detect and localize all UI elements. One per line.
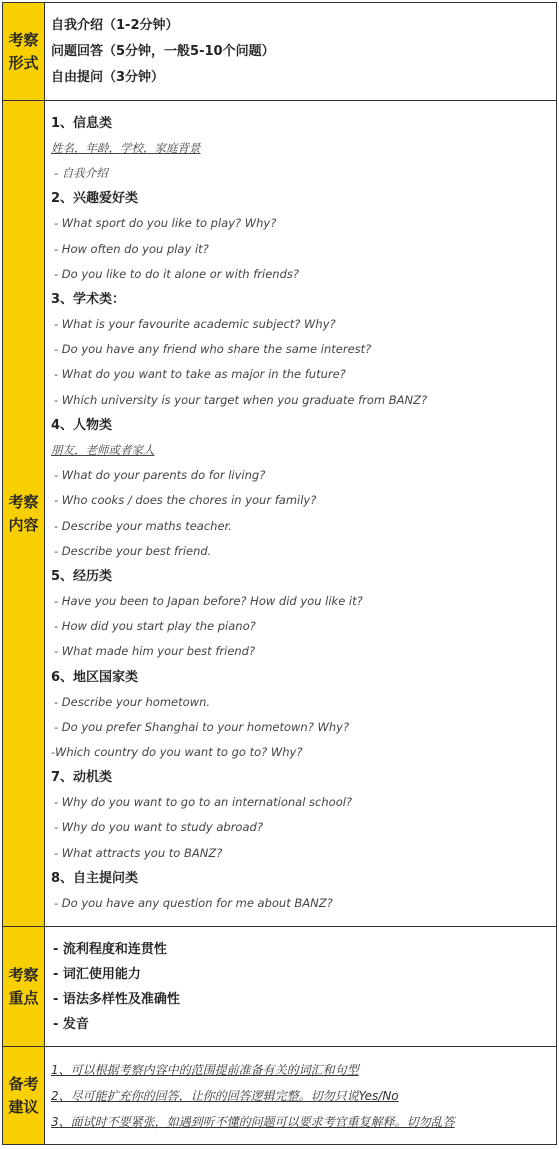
question: - What attracts you to BANZ? bbox=[54, 845, 223, 860]
question: - Do you have any friend who share the same interest? bbox=[54, 342, 372, 357]
question: - Who cooks / does the chores in your family? bbox=[54, 493, 317, 508]
question: - What made him your best friend? bbox=[54, 644, 256, 659]
question: - Do you like to do it alone or with friends? bbox=[54, 266, 299, 281]
section-title: 2、兴趣爱好类 bbox=[51, 191, 139, 207]
advice-item: 2、尽可能扩充你的回答，让你的回答逻辑完整。切勿只说Yes/No bbox=[51, 1088, 399, 1103]
question: - What do you want to take as major in the future? bbox=[54, 367, 346, 382]
question: - How did you start play the piano? bbox=[54, 619, 256, 634]
focus-header: 考察重点 bbox=[3, 927, 45, 1047]
question: - Why do you want to go to an international school? bbox=[54, 795, 353, 810]
section-subtitle: 朋友，老师或者家人 bbox=[51, 442, 155, 457]
focus-row bbox=[3, 927, 557, 1047]
section-title: 3、学术类： bbox=[51, 292, 126, 308]
advice-header: 备考建议 bbox=[3, 1047, 45, 1145]
format-item: 问题回答（5分钟，一般5-10个问题） bbox=[51, 43, 275, 59]
section-title: 5、经历类 bbox=[51, 568, 113, 584]
interview-info-table bbox=[2, 2, 557, 1145]
question: - Do you have any question for me about BANZ? bbox=[54, 895, 333, 910]
question: - How often do you play it? bbox=[54, 241, 209, 256]
question: - Do you prefer Shanghai to your hometown? Why? bbox=[54, 719, 350, 734]
content-cell bbox=[45, 101, 557, 927]
question: - Which university is your target when you graduate from BANZ? bbox=[54, 392, 428, 407]
question: -Which country do you want to go to? Why? bbox=[51, 744, 303, 759]
question: - Describe your maths teacher. bbox=[54, 518, 232, 533]
question: - What is your favourite academic subject? Why? bbox=[54, 317, 336, 332]
focus-item: - 词汇使用能力 bbox=[53, 966, 141, 982]
section-title: 6、地区国家类 bbox=[51, 669, 139, 685]
section-subtitle: 姓名，年龄，学校，家庭背景 bbox=[51, 141, 201, 156]
section-title: 8、自主提问类 bbox=[51, 870, 139, 886]
question: - Describe your hometown. bbox=[54, 694, 211, 709]
section-title: 7、动机类 bbox=[51, 770, 113, 786]
question: - What do your parents do for living? bbox=[54, 468, 266, 483]
focus-item: - 流利程度和连贯性 bbox=[53, 941, 167, 957]
format-row bbox=[3, 3, 557, 101]
advice-row bbox=[3, 1047, 557, 1145]
content-row bbox=[3, 101, 557, 927]
question: - Have you been to Japan before? How did you like it? bbox=[54, 593, 363, 608]
format-cell bbox=[45, 3, 557, 101]
content-header: 考察内容 bbox=[3, 101, 45, 927]
advice-item: 1、可以根据考察内容中的范围提前准备有关的词汇和句型 bbox=[51, 1062, 359, 1077]
question: - Describe your best friend. bbox=[54, 543, 212, 558]
format-header: 考察形式 bbox=[3, 3, 45, 101]
question: - What sport do you like to play? Why? bbox=[54, 216, 277, 231]
focus-item: - 发音 bbox=[53, 1016, 89, 1032]
advice-item: 3、面试时不要紧张，如遇到听不懂的问题可以要求考官重复解释。切勿乱答 bbox=[51, 1114, 455, 1129]
focus-item: - 语法多样性及准确性 bbox=[53, 991, 180, 1007]
focus-cell bbox=[45, 927, 557, 1047]
section-title: 4、人物类 bbox=[51, 417, 113, 433]
question: - Why do you want to study abroad? bbox=[54, 820, 263, 835]
format-item: 自由提问（3分钟） bbox=[51, 69, 165, 85]
advice-cell bbox=[45, 1047, 557, 1145]
format-item: 自我介绍（1-2分钟） bbox=[51, 17, 179, 33]
question: - 自我介绍 bbox=[54, 166, 108, 181]
section-title: 1、信息类 bbox=[51, 116, 113, 132]
